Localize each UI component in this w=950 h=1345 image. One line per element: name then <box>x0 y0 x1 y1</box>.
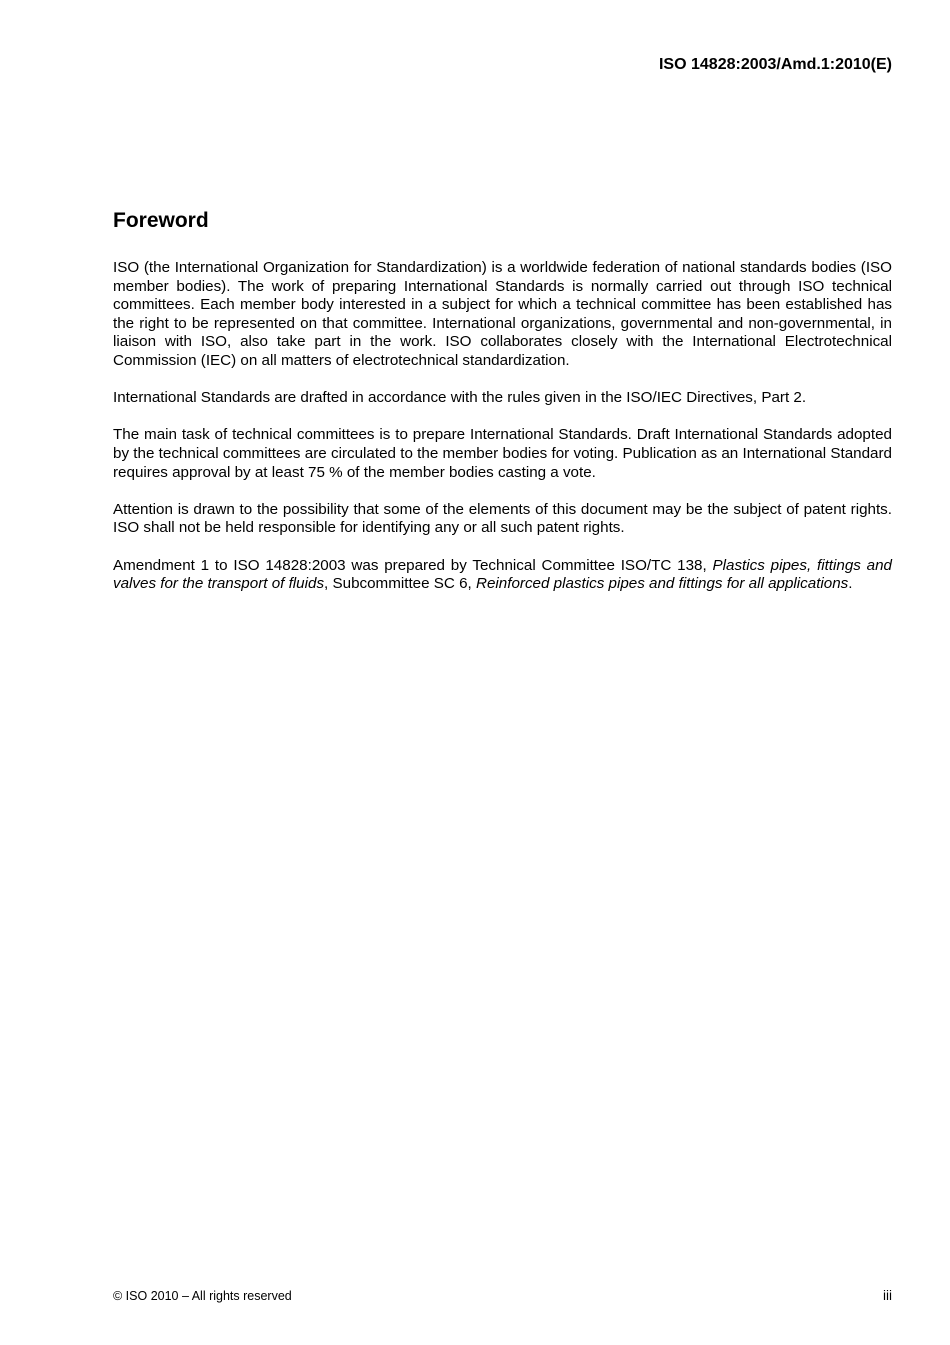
subcommittee-title: Reinforced plastics pipes and fittings for all applications <box>475 575 849 593</box>
document-id: ISO 14828:2003/Amd.1:2010(E) <box>658 56 892 73</box>
section-title: Foreword <box>113 209 209 232</box>
paragraph-iso-intro: ISO (the International Organization for Standardization) is a worldwide federation of national standards bodies (ISO member bodies). The work of preparing International Standards is normally carried out through ISO technical committees. Each member body interested in a subject for which a technical committee has been established has the right to be represented on that committee. International organizations, governmental and non-governmental, in liaison with ISO, also take part in the work. ISO collaborates closely with the International Electrotechnical Commission (IEC) on all matters of electrotechnical standardization. <box>113 259 892 369</box>
page-number: iii <box>883 1288 892 1303</box>
foreword-body <box>113 259 892 612</box>
paragraph-patent-rights: Attention is drawn to the possibility that some of the elements of this document may be the subject of patent rights. ISO shall not be held responsible for identifying any or all such patent rights. <box>113 500 892 537</box>
paragraph-amendment <box>113 557 892 594</box>
amendment-text-2: , Subcommittee SC 6, <box>324 575 476 593</box>
paragraph-directives: International Standards are drafted in accordance with the rules given in the ISO/IEC Directives, Part 2. <box>113 389 807 407</box>
amendment-text-3: . <box>848 575 853 593</box>
copyright-notice: © ISO 2010 – All rights reserved <box>113 1289 292 1303</box>
paragraph-committees-task: The main task of technical committees is to prepare International Standards. Draft International Standards adopted by the technical committees are circulated to the member bodies for voting. Publication as an International Standard requires approval by at least 75 % of the member bodies casting a vote. <box>113 426 892 481</box>
amendment-text-1: Amendment 1 to ISO 14828:2003 was prepared by Technical Committee ISO/TC 138, <box>113 556 713 574</box>
committee-title: Plastics pipes, fittings and valves for the transport of fluids <box>113 556 893 593</box>
